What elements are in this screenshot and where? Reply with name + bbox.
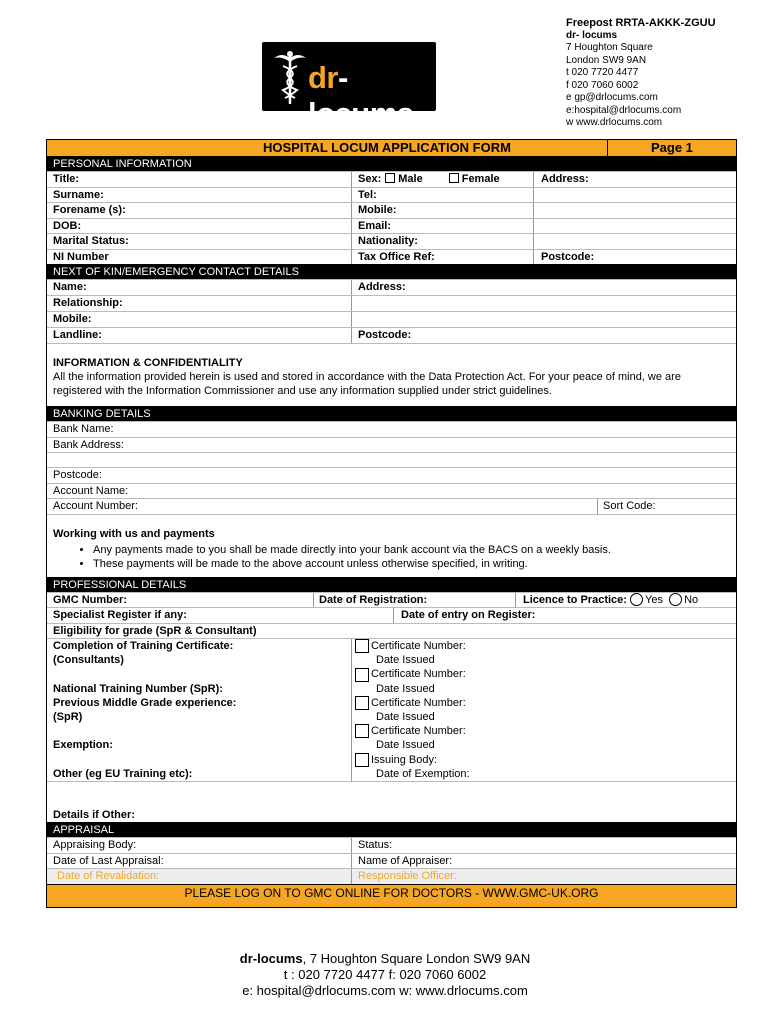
contact-line: e gp@drlocums.com [566,92,658,103]
form-row [47,467,736,483]
cct-checkbox[interactable] [355,639,369,653]
date-issued-field[interactable]: Date Issued [376,654,435,667]
postcode-field[interactable]: Postcode: [541,250,595,263]
surname-field[interactable]: Surname: [53,188,104,201]
section-professional-header [47,577,736,592]
contact-line: e:hospital@drlocums.com [566,104,682,116]
gmc-number-field[interactable]: GMC Number: [53,593,127,606]
contact-line: London SW9 9AN [566,54,647,66]
contact-line: f 020 7060 6002 [566,79,639,91]
appraiser-field[interactable]: Name of Appraiser: [358,854,453,867]
footer-line [0,951,770,967]
details-other-block [47,781,736,822]
sex-field[interactable] [358,172,500,187]
form-row [47,311,736,327]
licence-label: Licence to Practice: [523,593,627,606]
no-label: No [684,593,699,606]
ntn-label: National Training Number (SpR): [53,682,223,695]
payments-bullet: • These payments will be made to the above account unless otherwise specified, in writing. [93,557,730,571]
male-label: Male [398,173,423,185]
form-row [47,623,736,639]
payments-list [93,543,730,571]
revalidation-field[interactable]: Date of Revalidation: [57,870,160,882]
payments-section [47,514,736,577]
cert-number-field[interactable]: Certificate Number: [371,696,466,709]
cert-number-field[interactable]: Certificate Number: [371,725,466,738]
address-field[interactable]: Address: [541,173,589,185]
form-row [47,187,736,203]
footer-phone: t : 020 7720 4477 f: 020 7060 6002 [283,967,487,982]
no-radio[interactable] [669,593,682,606]
details-other-field[interactable]: Details if Other: [53,809,135,821]
info-heading: INFORMATION & CONFIDENTIALITY [53,357,243,369]
pmg-label: (SpR) [53,711,83,723]
kin-mobile-field[interactable]: Mobile: [53,313,92,325]
tax-field[interactable]: Tax Office Ref: [358,250,435,263]
eligibility-label: Eligibility for grade (SpR & Consultant) [53,624,257,637]
nationality-field[interactable]: Nationality: [358,235,418,247]
kin-header: NEXT OF KIN/EMERGENCY CONTACT DETAILS [53,266,299,278]
payments-heading: Working with us and payments [53,527,215,540]
female-label: Female [461,173,500,185]
payments-bullet: • Any payments made to you shall be made directly into your bank account via the BACS on a weekly basis. [93,543,730,557]
bank-name-field[interactable]: Bank Name: [53,423,114,435]
account-number-field[interactable]: Account Number: [53,500,138,512]
licence-field[interactable] [523,593,698,608]
date-registration-field[interactable]: Date of Registration: [319,593,428,606]
cct-label: (Consultants) [53,654,124,667]
appraising-body-field[interactable]: Appraising Body: [53,839,137,851]
blank-row [47,452,736,467]
info-section [47,343,736,406]
dob-field[interactable]: DOB: [53,219,82,232]
contact-line: w www.drlocums.com [566,117,663,128]
eligibility-block [47,638,736,781]
certificate-column [355,639,470,781]
pmg-label: Previous Middle Grade experience: [53,696,237,709]
specialist-field[interactable]: Specialist Register if any: [53,609,187,621]
pmg-checkbox[interactable] [355,696,369,710]
contact-block [566,17,716,130]
form-row [47,853,736,869]
form-row [47,327,736,343]
application-form [46,139,737,908]
date-exemption-field[interactable]: Date of Exemption: [376,767,470,780]
male-checkbox[interactable] [385,173,395,183]
form-row [47,171,736,187]
form-row [47,249,736,265]
info-text: All the information provided herein is used and stored in accordance with the Data Protection Act. For your peace of mind, we are registered with the Information Commissioner and use any information supplied under strict guidelines. [53,371,681,397]
sex-label: Sex: [358,173,382,185]
section-personal-header [47,156,736,171]
form-row [47,483,736,499]
status-field[interactable]: Status: [358,839,393,851]
yes-radio[interactable] [630,593,643,606]
issuing-body-field[interactable]: Issuing Body: [371,753,438,766]
sort-code-field[interactable]: Sort Code: [603,500,656,512]
form-row [47,437,736,453]
professional-header: PROFESSIONAL DETAILS [53,578,187,591]
appraisal-header: APPRAISAL [53,824,115,836]
dr-locums-logo [262,42,436,131]
gmc-banner-text: PLEASE LOG ON TO GMC ONLINE FOR DOCTORS - WWW.GMC-UK.ORG [184,885,599,900]
contact-line: t 020 7720 4477 [566,67,639,78]
date-issued-field[interactable]: Date Issued [376,682,435,695]
footer-company: dr-locums [239,951,303,966]
bank-postcode-field[interactable]: Postcode: [53,469,102,481]
eligibility-labels [53,639,236,781]
form-row [47,837,736,853]
form-row [47,607,736,623]
cct-label: Completion of Training Certificate: [53,640,234,652]
form-row [47,202,736,218]
section-banking-header [47,406,736,421]
freepost-address: Freepost RRTA-AKKK-ZGUU [566,17,716,29]
last-appraisal-field[interactable]: Date of Last Appraisal: [53,854,164,867]
kin-relationship-field[interactable]: Relationship: [53,297,123,309]
footer-address: , 7 Houghton Square London SW9 9AN [302,951,531,966]
logo-dr: dr [308,60,338,95]
form-row [47,218,736,234]
exemption-label: Exemption: [53,739,113,752]
female-checkbox[interactable] [449,173,459,183]
cert-number-field[interactable]: Certificate Number: [371,668,466,681]
footer-email: e: hospital@drlocums.com w: www.drlocums.com [242,983,528,998]
page-number: Page 1 [651,140,693,155]
form-row [47,592,736,608]
form-row [47,279,736,295]
date-entry-field[interactable]: Date of entry on Register: [401,609,536,621]
form-title-row [47,140,736,156]
forename-field[interactable]: Forename (s): [53,204,126,216]
form-row [47,868,736,884]
tel-field[interactable]: Tel: [358,188,377,201]
other-label: Other (eg EU Training etc): [53,767,193,780]
footer [0,951,770,999]
cert-number-field[interactable]: Certificate Number: [371,640,466,652]
ni-field[interactable]: NI Number [53,250,109,263]
date-issued-field[interactable]: Date Issued [376,711,435,724]
bank-address-field[interactable]: Bank Address: [53,438,124,451]
banking-header: BANKING DETAILS [53,408,151,420]
title-field[interactable]: Title: [53,173,80,185]
date-issued-field[interactable]: Date Issued [376,739,435,752]
kin-name-field[interactable]: Name: [53,281,87,293]
kin-address-field[interactable]: Address: [358,281,406,293]
marital-field[interactable]: Marital Status: [53,235,129,247]
ntn-checkbox[interactable] [355,668,369,682]
yes-label: Yes [645,593,663,606]
gmc-banner [47,884,736,907]
section-appraisal-header [47,822,736,837]
kin-postcode-field[interactable]: Postcode: [358,329,412,341]
account-name-field[interactable]: Account Name: [53,484,129,497]
form-title: HOSPITAL LOCUM APPLICATION FORM [263,140,511,155]
email-field[interactable]: Email: [358,219,392,232]
form-row [47,421,736,437]
caduceus-icon [270,48,310,106]
mobile-field[interactable]: Mobile: [358,204,397,216]
kin-landline-field[interactable]: Landline: [53,329,102,341]
logo-locums: -locums [308,60,414,131]
personal-header: PERSONAL INFORMATION [53,158,192,170]
exemption-checkbox[interactable] [355,724,369,738]
form-row [47,233,736,249]
logo-wordmark [308,60,436,132]
form-row [47,295,736,311]
form-row [47,498,736,514]
contact-line: 7 Houghton Square [566,42,653,53]
section-kin-header [47,264,736,279]
other-checkbox[interactable] [355,753,369,767]
responsible-officer-field[interactable]: Responsible Officer: [358,870,457,882]
contact-line: dr- locums [566,29,618,41]
